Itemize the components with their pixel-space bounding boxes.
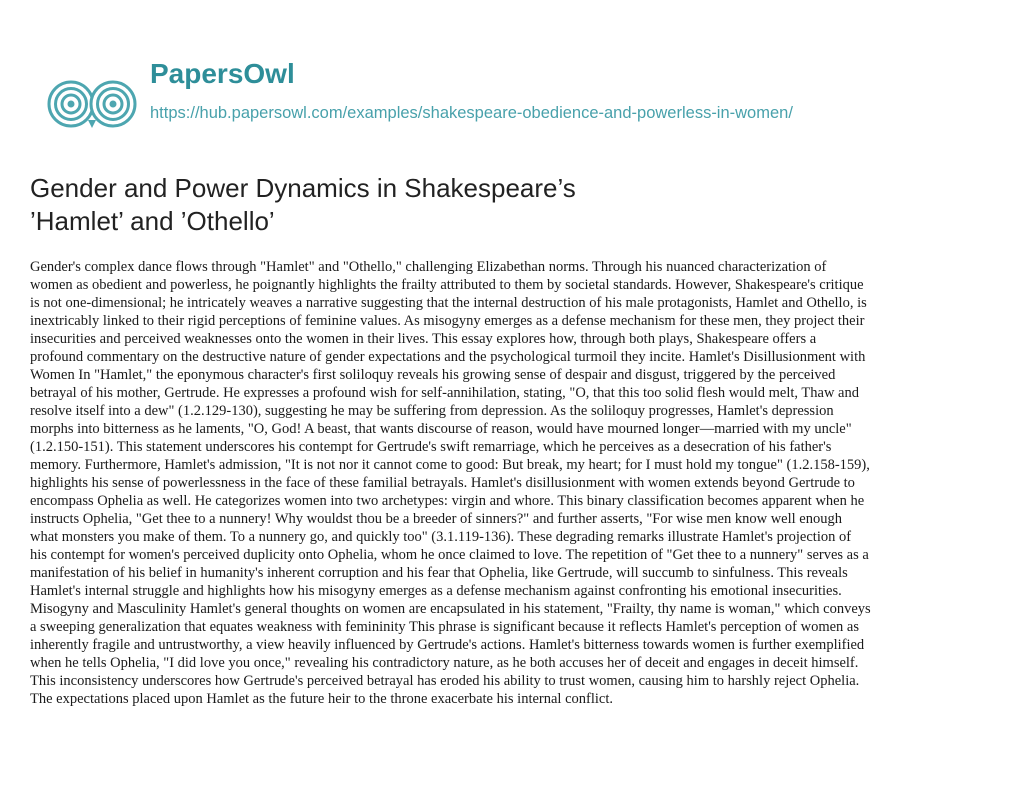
body-text-line: encompass Ophelia as well. He categorizes women into two archetypes: virgin and whore. This binary classification becomes apparent when he: [30, 493, 865, 509]
body-text-line: a sweeping generalization that equates weakness with femininity This phrase is significant because it reflects Hamlet's perception of women as: [30, 619, 859, 635]
body-text-line: instructs Ophelia, "Get thee to a nunnery! Why wouldst thou be a breeder of sinners?" and further asserts, "For wise men know well enough: [30, 511, 842, 527]
body-text-line: is not one-dimensional; he intricately weaves a narrative suggesting that the internal destruction of his male protagonists, Hamlet and Othello, is: [30, 295, 867, 311]
body-text-line: profound commentary on the destructive nature of gender expectations and the psychological turmoil they incite. Hamlet's Disillusionment with: [30, 349, 866, 365]
body-text-line: when he tells Ophelia, "I did love you once," revealing his contradictory nature, as he both accuses her of deceit and engages in deceit himself.: [30, 655, 859, 671]
essay-title-line: ’Hamlet’ and ’Othello’: [30, 206, 275, 236]
body-text-line: highlights his sense of powerlessness in the face of these familial betrayals. Hamlet's disillusionment with women extends beyond Gertrude to: [30, 475, 855, 491]
essay-body: [30, 258, 996, 708]
body-text-line: resolve itself into a dew" (1.2.129-130), suggesting he may be suffering from depression. As the soliloquy progresses, Hamlet's depression: [30, 403, 834, 419]
essay-title: [30, 172, 990, 238]
body-text-line: memory. Furthermore, Hamlet's admission, "It is not nor it cannot come to good: But break, my heart; for I must hold my tongue" (1.2.158-159),: [30, 457, 870, 473]
body-text-line: Hamlet's internal struggle and highlights how his misogyny emerges as a defense mechanism against confronting his emotional insecurities.: [30, 583, 842, 599]
body-text-line: his contempt for women's perceived duplicity onto Ophelia, whom he once claimed to love. The repetition of "Get thee to a nunnery" serves as a: [30, 547, 869, 563]
body-text-line: insecurities and perceived weaknesses onto the women in their lives. This essay explores how, through both plays, Shakespeare offers a: [30, 331, 817, 347]
brand-name[interactable]: PapersOwl: [150, 58, 295, 89]
body-text-line: The expectations placed upon Hamlet as the future heir to the throne exacerbate his internal conflict.: [30, 691, 613, 707]
body-text-line: what monsters you make of them. To a nunnery go, and quickly too" (3.1.119-136). These degrading remarks illustrate Hamlet's projection of: [30, 529, 852, 545]
owl-eyes-icon: [38, 24, 148, 134]
body-text-line: Women In "Hamlet," the eponymous character's first soliloquy reveals his growing sense of despair and disgust, triggered by the perceived: [30, 367, 836, 383]
body-text-line: inextricably linked to their rigid perceptions of feminine values. As misogyny emerges as a defense mechanism for these men, they project their: [30, 313, 865, 329]
body-text-line: Gender's complex dance flows through "Hamlet" and "Othello," challenging Elizabethan norms. Through his nuanced characterization of: [30, 259, 827, 275]
source-url-link[interactable]: https://hub.papersowl.com/examples/shakespeare-obedience-and-powerless-in-women/: [150, 104, 793, 122]
body-text-line: morphs into bitterness as he laments, "O, God! A beast, that wants discourse of reason, would have mourned longer—married with my uncle": [30, 421, 852, 437]
site-header: [38, 24, 998, 134]
body-text-line: Misogyny and Masculinity Hamlet's general thoughts on women are encapsulated in his statement, "Frailty, thy name is woman," which conveys: [30, 601, 871, 617]
essay-title-line: Gender and Power Dynamics in Shakespeare’s: [30, 173, 576, 203]
body-text-line: women as obedient and powerless, he poignantly highlights the frailty attributed to them by societal standards. However, Shakespeare's critique: [30, 277, 864, 293]
body-text-line: betrayal of his mother, Gertrude. He expresses a profound wish for self-annihilation, stating, "O, that this too solid flesh would melt, Thaw and: [30, 385, 859, 401]
body-text-line: inherently fragile and untrustworthy, a view heavily influenced by Gertrude's actions. Hamlet's bitterness towards women is further exemplified: [30, 637, 865, 653]
body-text-line: This inconsistency underscores how Gertrude's perceived betrayal has eroded his ability to trust women, causing him to harshly reject Ophelia.: [30, 673, 860, 689]
body-text-line: manifestation of his belief in humanity's inherent corruption and his fear that Ophelia, like Gertrude, will succumb to sinfulness. This reveals: [30, 565, 848, 581]
body-text-line: (1.2.150-151). This statement underscores his contempt for Gertrude's swift remarriage, which he perceives as a desecration of his father's: [30, 439, 832, 455]
